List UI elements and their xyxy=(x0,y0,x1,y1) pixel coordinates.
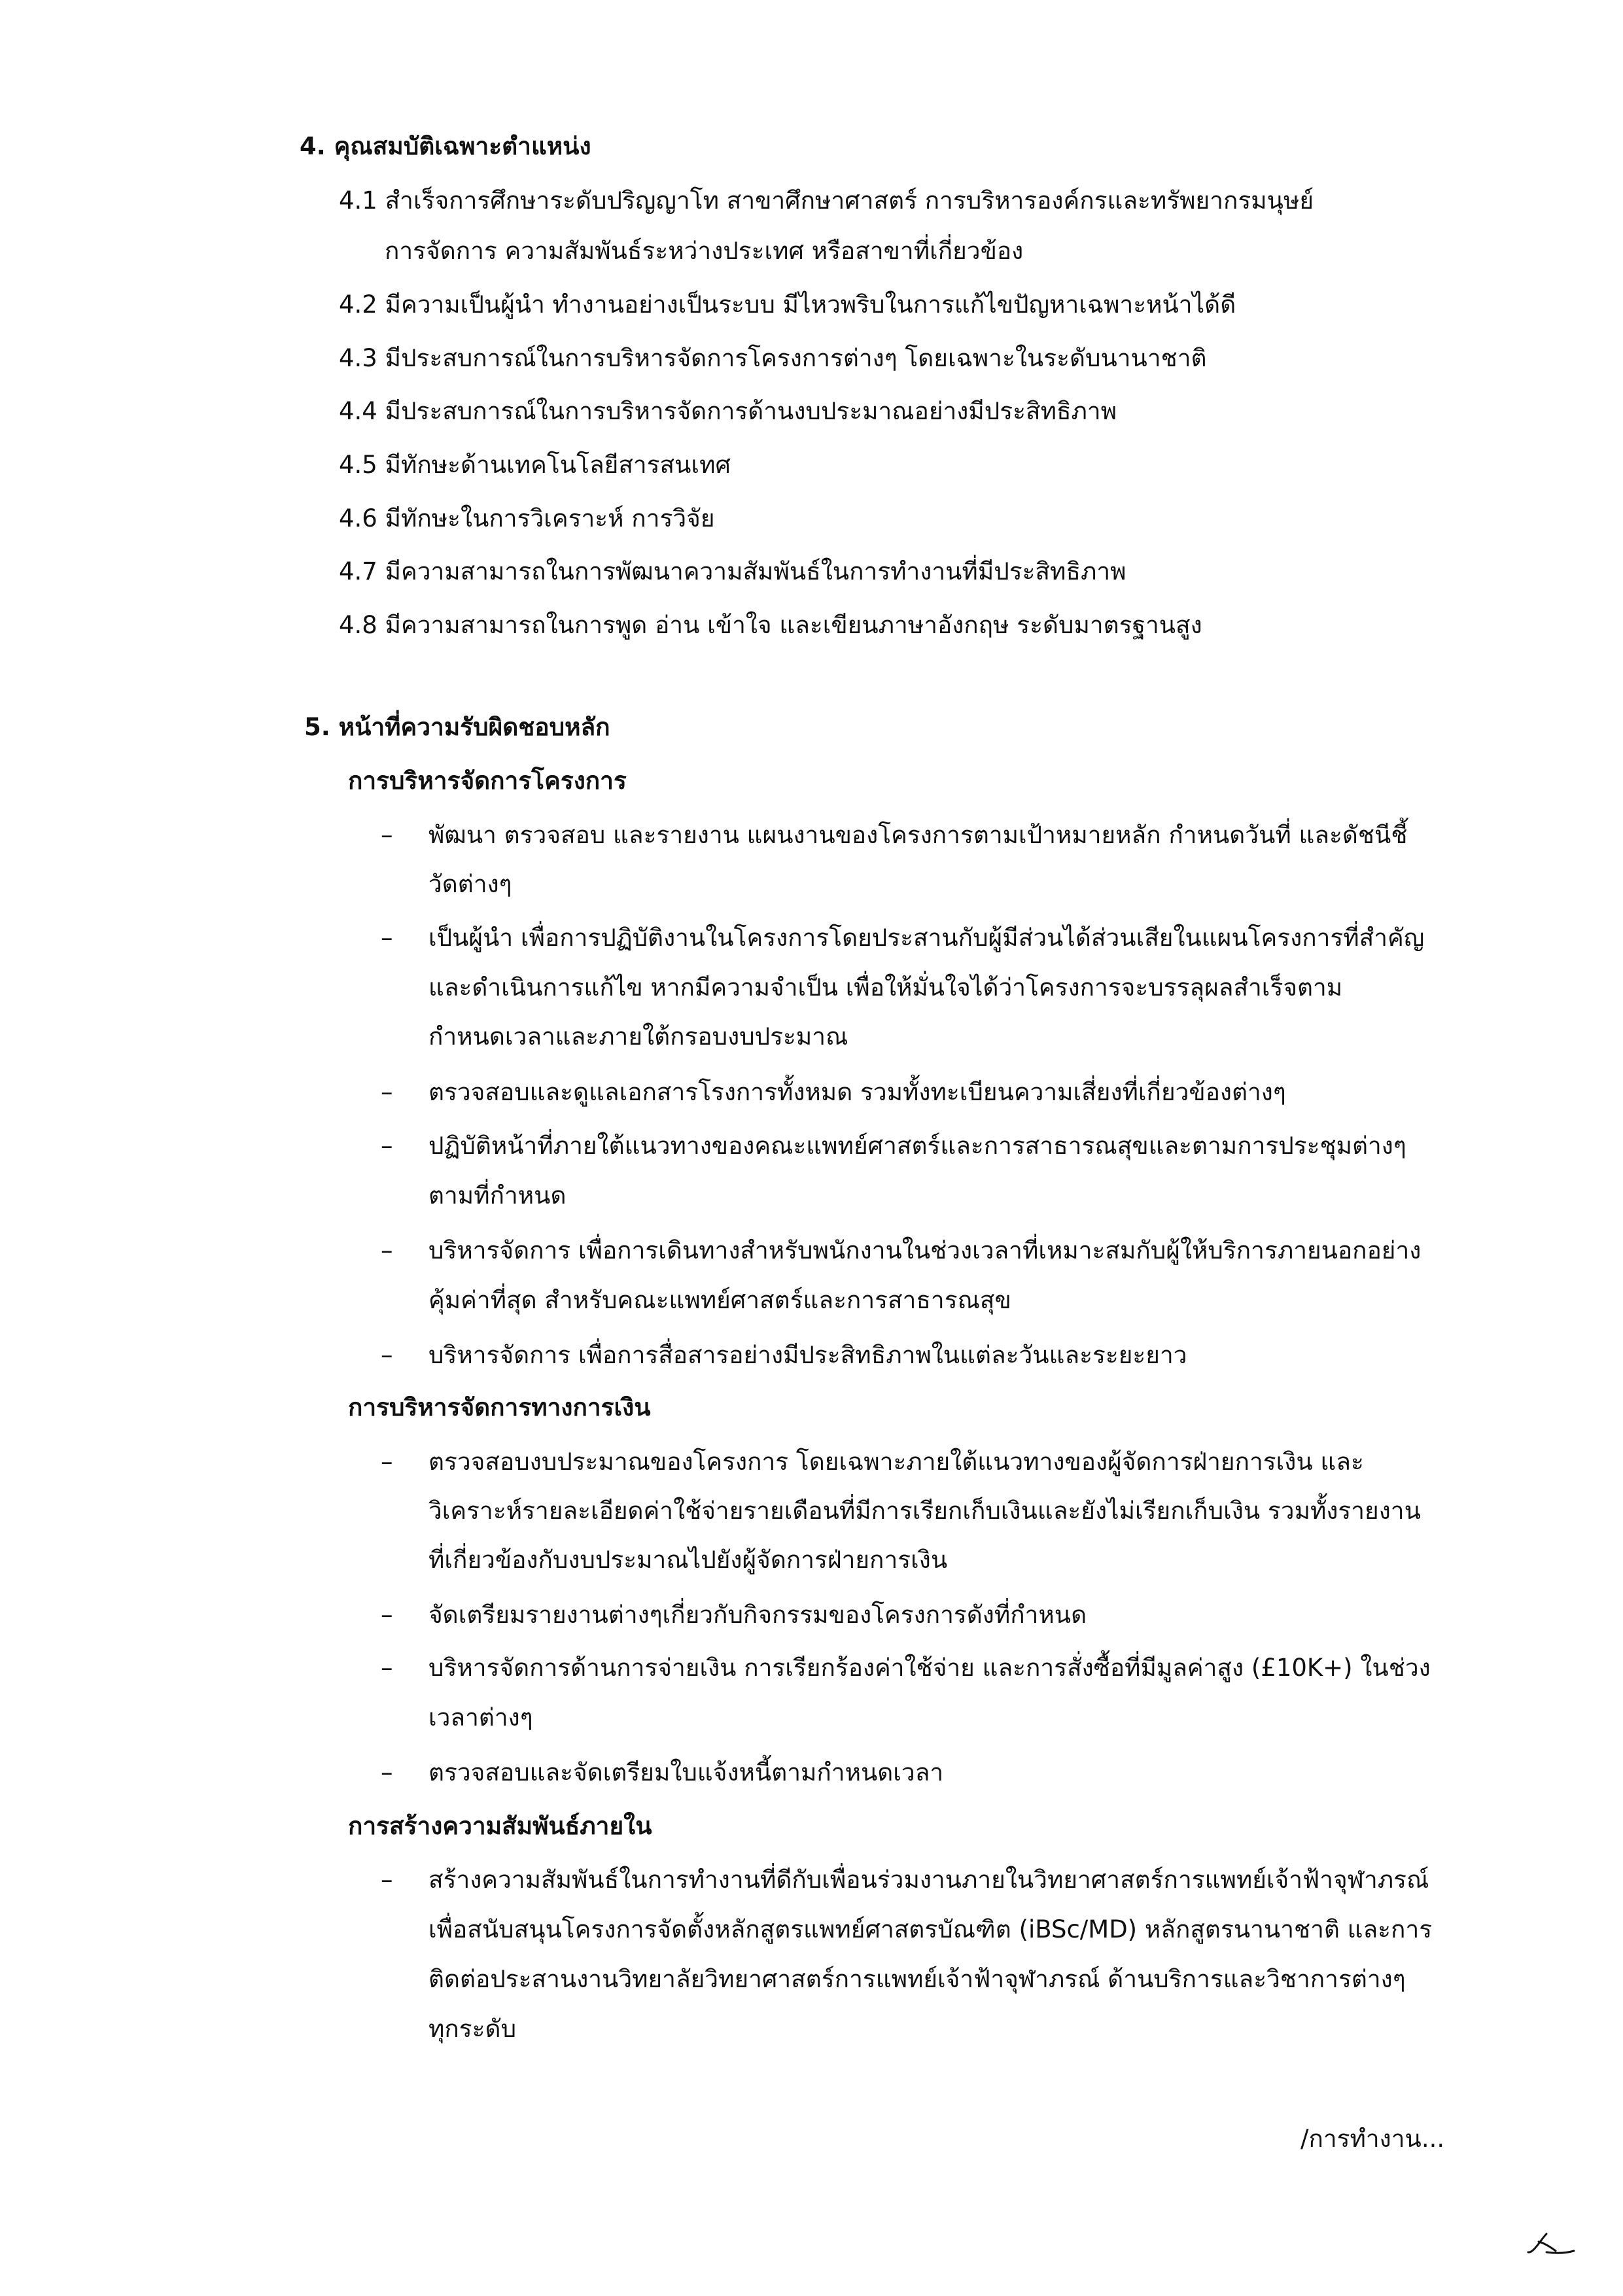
bullet-line: คุ้มค่าที่สุด สำหรับคณะแพทย์ศาสตร์และการสาธารณสุข xyxy=(428,1286,1011,1314)
item-4-1-continuation: การจัดการ ความสัมพันธ์ระหว่างประเทศ หรือสาขาที่เกี่ยวข้อง xyxy=(385,237,1024,265)
item-4-6: 4.6 มีทักษะในการวิเคราะห์ การวิจัย xyxy=(339,504,715,532)
bullet-line: วิเคราะห์รายละเอียดค่าใช้จ่ายรายเดือนที่มีการเรียกเก็บเงินและยังไม่เรียกเก็บเงิน รวมทั้งรายงาน xyxy=(428,1497,1421,1525)
bullet-dash: – xyxy=(381,1078,393,1106)
bullet-dash: – xyxy=(381,821,393,849)
item-4-8: 4.8 มีความสามารถในการพูด อ่าน เข้าใจ และเขียนภาษาอังกฤษ ระดับมาตรฐานสูง xyxy=(339,611,1202,639)
bullet-line: เพื่อสนับสนุนโครงการจัดตั้งหลักสูตรแพทย์ศาสตรบัณฑิต (iBSc/MD) หลักสูตรนานาชาติ และการ xyxy=(428,1915,1433,1943)
item-4-2: 4.2 มีความเป็นผู้นำ ทำงานอย่างเป็นระบบ มีไหวพริบในการแก้ไขปัญหาเฉพาะหน้าได้ดี xyxy=(339,290,1236,319)
bullet-line: พัฒนา ตรวจสอบ และรายงาน แผนงานของโครงการตามเป้าหมายหลัก กำหนดวันที่ และดัชนีชี้ xyxy=(428,821,1408,849)
section-5-heading: 5. หน้าที่ความรับผิดชอบหลัก xyxy=(304,713,610,741)
item-4-3: 4.3 มีประสบการณ์ในการบริหารจัดการโครงการต่างๆ โดยเฉพาะในระดับนานาชาติ xyxy=(339,344,1207,372)
bullet-dash: – xyxy=(381,1601,393,1629)
bullet-line: กำหนดเวลาและภายใต้กรอบงบประมาณ xyxy=(428,1022,848,1051)
section-4-heading: 4. คุณสมบัติเฉพาะตำแหน่ง xyxy=(300,132,591,160)
bullet-line: ปฏิบัติหน้าที่ภายใต้แนวทางของคณะแพทย์ศาสตร์และการสาธารณสุขและตามการประชุมต่างๆ xyxy=(428,1132,1406,1160)
group-title-internal-relations: การสร้างความสัมพันธ์ภายใน xyxy=(348,1812,652,1840)
bullet-line: เวลาต่างๆ xyxy=(428,1703,533,1731)
bullet-line: เป็นผู้นำ เพื่อการปฏิบัติงานในโครงการโดยประสานกับผู้มีส่วนได้ส่วนเสียในแผนโครงการที่สำคัญ xyxy=(428,924,1425,952)
bullet-line: บริหารจัดการ เพื่อการเดินทางสำหรับพนักงานในช่วงเวลาที่เหมาะสมกับผู้ให้บริการภายนอกอย่าง xyxy=(428,1236,1422,1264)
group-title-project-management: การบริหารจัดการโครงการ xyxy=(348,767,627,795)
bullet-dash: – xyxy=(381,1341,393,1369)
item-4-5: 4.5 มีทักษะด้านเทคโนโลยีสารสนเทศ xyxy=(339,451,731,479)
continuation-note: /การทำงาน... xyxy=(1300,2125,1445,2153)
bullet-line: และดำเนินการแก้ไข หากมีความจำเป็น เพื่อให้มั่นใจได้ว่าโครงการจะบรรลุผลสำเร็จตาม xyxy=(428,973,1343,1001)
bullet-line: บริหารจัดการด้านการจ่ายเงิน การเรียกร้องค่าใช้จ่าย และการสั่งซื้อที่มีมูลค่าสูง (£10K+) ในช่วง xyxy=(428,1654,1431,1682)
bullet-dash: – xyxy=(381,1866,393,1894)
bullet-line: ติดต่อประสานงานวิทยาลัยวิทยาศาสตร์การแพทย์เจ้าฟ้าจุฬาภรณ์ ด้านบริการและวิชาการต่างๆ xyxy=(428,1965,1406,1993)
handwritten-initial-mark xyxy=(1524,2227,1577,2260)
item-4-4: 4.4 มีประสบการณ์ในการบริหารจัดการด้านงบประมาณอย่างมีประสิทธิภาพ xyxy=(339,397,1117,425)
bullet-line: สร้างความสัมพันธ์ในการทำงานที่ดีกับเพื่อนร่วมงานภายในวิทยาศาสตร์การแพทย์เจ้าฟ้าจุฬาภรณ์ xyxy=(428,1866,1429,1894)
bullet-dash: – xyxy=(381,924,393,952)
bullet-line: จัดเตรียมรายงานต่างๆเกี่ยวกับกิจกรรมของโครงการดังที่กำหนด xyxy=(428,1601,1087,1629)
bullet-line: วัดต่างๆ xyxy=(428,870,512,898)
group-title-financial-management: การบริหารจัดการทางการเงิน xyxy=(348,1393,651,1421)
item-4-7: 4.7 มีความสามารถในการพัฒนาความสัมพันธ์ในการทำงานที่มีประสิทธิภาพ xyxy=(339,557,1126,585)
bullet-line: ตรวจสอบและดูแลเอกสารโรงการทั้งหมด รวมทั้งทะเบียนความเสี่ยงที่เกี่ยวข้องต่างๆ xyxy=(428,1078,1286,1106)
bullet-line: ตรวจสอบงบประมาณของโครงการ โดยเฉพาะภายใต้แนวทางของผู้จัดการฝ่ายการเงิน และ xyxy=(428,1448,1364,1476)
bullet-dash: – xyxy=(381,1236,393,1264)
bullet-line: ที่เกี่ยวข้องกับงบประมาณไปยังผู้จัดการฝ่ายการเงิน xyxy=(428,1546,948,1574)
bullet-line: ตามที่กำหนด xyxy=(428,1181,567,1209)
bullet-line: ทุกระดับ xyxy=(428,2015,517,2043)
bullet-dash: – xyxy=(381,1758,393,1786)
bullet-line: บริหารจัดการ เพื่อการสื่อสารอย่างมีประสิทธิภาพในแต่ละวันและระยะยาว xyxy=(428,1341,1187,1369)
bullet-line: ตรวจสอบและจัดเตรียมใบแจ้งหนี้ตามกำหนดเวลา xyxy=(428,1758,944,1786)
bullet-dash: – xyxy=(381,1132,393,1160)
bullet-dash: – xyxy=(381,1654,393,1682)
item-4-1: 4.1 สำเร็จการศึกษาระดับปริญญาโท สาขาศึกษาศาสตร์ การบริหารองค์กรและทรัพยากรมนุษย์ xyxy=(339,186,1314,215)
bullet-dash: – xyxy=(381,1448,393,1476)
